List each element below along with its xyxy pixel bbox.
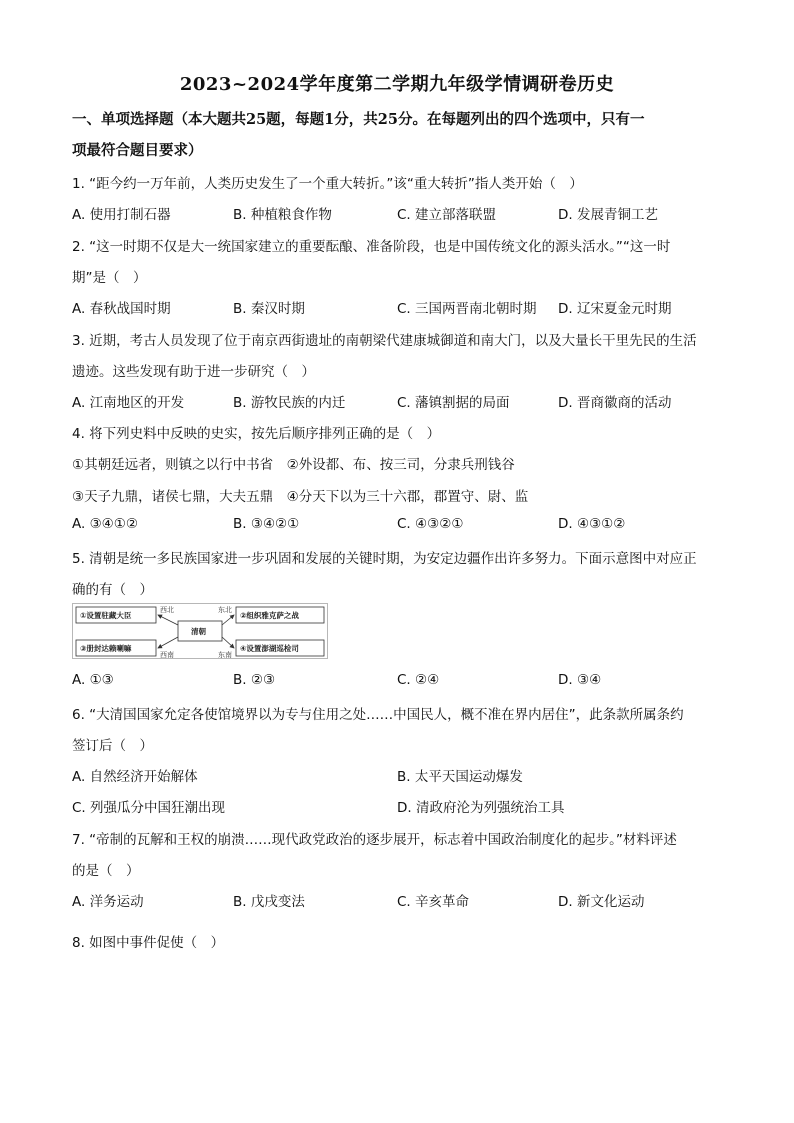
question-4-stem: 4. 将下列史料中反映的史实，按先后顺序排列正确的是（ ）: [72, 426, 441, 442]
q6-option-a: A. 自然经济开始解体: [72, 769, 198, 785]
q4-source-line1: ①其朝廷远者，则镇之以行中书省 ②外设都、布、按三司，分隶兵刑钱谷: [72, 457, 515, 473]
q3-option-c: C. 藩镇割据的局面: [397, 395, 510, 411]
diagram-box-3-text: ③册封达赖喇嘛: [80, 644, 132, 653]
diagram-label-nw: 西北: [160, 606, 174, 614]
q6-option-c: C. 列强瓜分中国狂潮出现: [72, 800, 226, 816]
q4-option-c: C. ④③②①: [397, 516, 464, 532]
q4-option-d: D. ④③①②: [558, 516, 626, 532]
diagram-label-ne: 东北: [218, 606, 232, 614]
q7-option-c: C. 辛亥革命: [397, 894, 470, 910]
q7-option-a: A. 洋务运动: [72, 894, 144, 910]
qing-frontier-diagram: [72, 603, 328, 659]
question-6-stem-line2: 签订后（ ）: [72, 738, 153, 754]
q4-option-b: B. ③④②①: [233, 516, 300, 532]
q2-option-c: C. 三国两晋南北朝时期: [397, 301, 537, 317]
q1-option-b: B. 种植粮食作物: [233, 207, 332, 223]
q4-option-a: A. ③④①②: [72, 516, 138, 532]
section-header-line1: 一、单项选择题（本大题共25题，每题1分，共25分。在每题列出的四个选项中，只有一: [72, 111, 645, 128]
q2-option-a: A. 春秋战国时期: [72, 301, 171, 317]
question-5-stem-line1: 5. 清朝是统一多民族国家进一步巩固和发展的关键时期，为安定边疆作出许多努力。下面示意图中对应正: [72, 551, 697, 567]
diagram-box-1-text: ①设置驻藏大臣: [80, 611, 132, 620]
q3-option-b: B. 游牧民族的内迁: [233, 395, 346, 411]
q5-option-c: C. ②④: [397, 672, 440, 688]
question-5-stem-line2: 确的有（ ）: [72, 582, 153, 598]
question-2-stem-line1: 2. “这一时期不仅是大一统国家建立的重要酝酿、准备阶段，也是中国传统文化的源头活水。”“这一时: [72, 239, 671, 255]
q7-option-d: D. 新文化运动: [558, 894, 645, 910]
question-6-stem-line1: 6. “大清国国家允定各使馆境界以为专与住用之处……中国民人，概不准在界内居住”，此条款所属条约: [72, 707, 684, 723]
q2-option-d: D. 辽宋夏金元时期: [558, 301, 672, 317]
question-1-stem: 1. “距今约一万年前，人类历史发生了一个重大转折。”该“重大转折”指人类开始（ ）: [72, 176, 583, 192]
q1-option-d: D. 发展青铜工艺: [558, 207, 658, 223]
q1-option-a: A. 使用打制石器: [72, 207, 171, 223]
q2-option-b: B. 秦汉时期: [233, 301, 305, 317]
section-header-line2: 项最符合题目要求）: [72, 142, 203, 159]
question-3-stem-line1: 3. 近期，考古人员发现了位于南京西街遗址的南朝梁代建康城御道和南大门，以及大量长干里先民的生活: [72, 333, 697, 349]
question-2-stem-line2: 期”是（ ）: [72, 270, 147, 286]
q6-option-b: B. 太平天国运动爆发: [397, 769, 523, 785]
question-7-stem-line1: 7. “帝制的瓦解和王权的崩溃……现代政党政治的逐步展开，标志着中国政治制度化的起步。”材料评述: [72, 832, 677, 848]
q7-option-b: B. 戊戌变法: [233, 894, 305, 910]
question-7-stem-line2: 的是（ ）: [72, 863, 140, 879]
diagram-center-text: 清朝: [191, 627, 206, 636]
page-title: 2023~2024学年度第二学期九年级学情调研卷历史: [179, 74, 615, 95]
question-8-stem: 8. 如图中事件促使（ ）: [72, 935, 225, 951]
question-3-stem-line2: 遗迹。这些发现有助于进一步研究（ ）: [72, 364, 315, 380]
q1-option-c: C. 建立部落联盟: [397, 207, 497, 223]
q5-option-a: A. ①③: [72, 672, 114, 688]
q4-source-line2: ③天子九鼎，诸侯七鼎，大夫五鼎 ④分天下以为三十六郡，郡置守、尉、监: [72, 489, 529, 505]
diagram-box-2-text: ②组织雅克萨之战: [240, 611, 299, 620]
diagram-label-sw: 西南: [160, 651, 174, 659]
q5-option-b: B. ②③: [233, 672, 276, 688]
q5-option-d: D. ③④: [558, 672, 602, 688]
diagram-label-se: 东南: [218, 651, 232, 659]
q3-option-a: A. 江南地区的开发: [72, 395, 185, 411]
q3-option-d: D. 晋商徽商的活动: [558, 395, 672, 411]
diagram-box-4-text: ④设置澎湖巡检司: [240, 644, 299, 653]
q6-option-d: D. 清政府沦为列强统治工具: [397, 800, 565, 816]
